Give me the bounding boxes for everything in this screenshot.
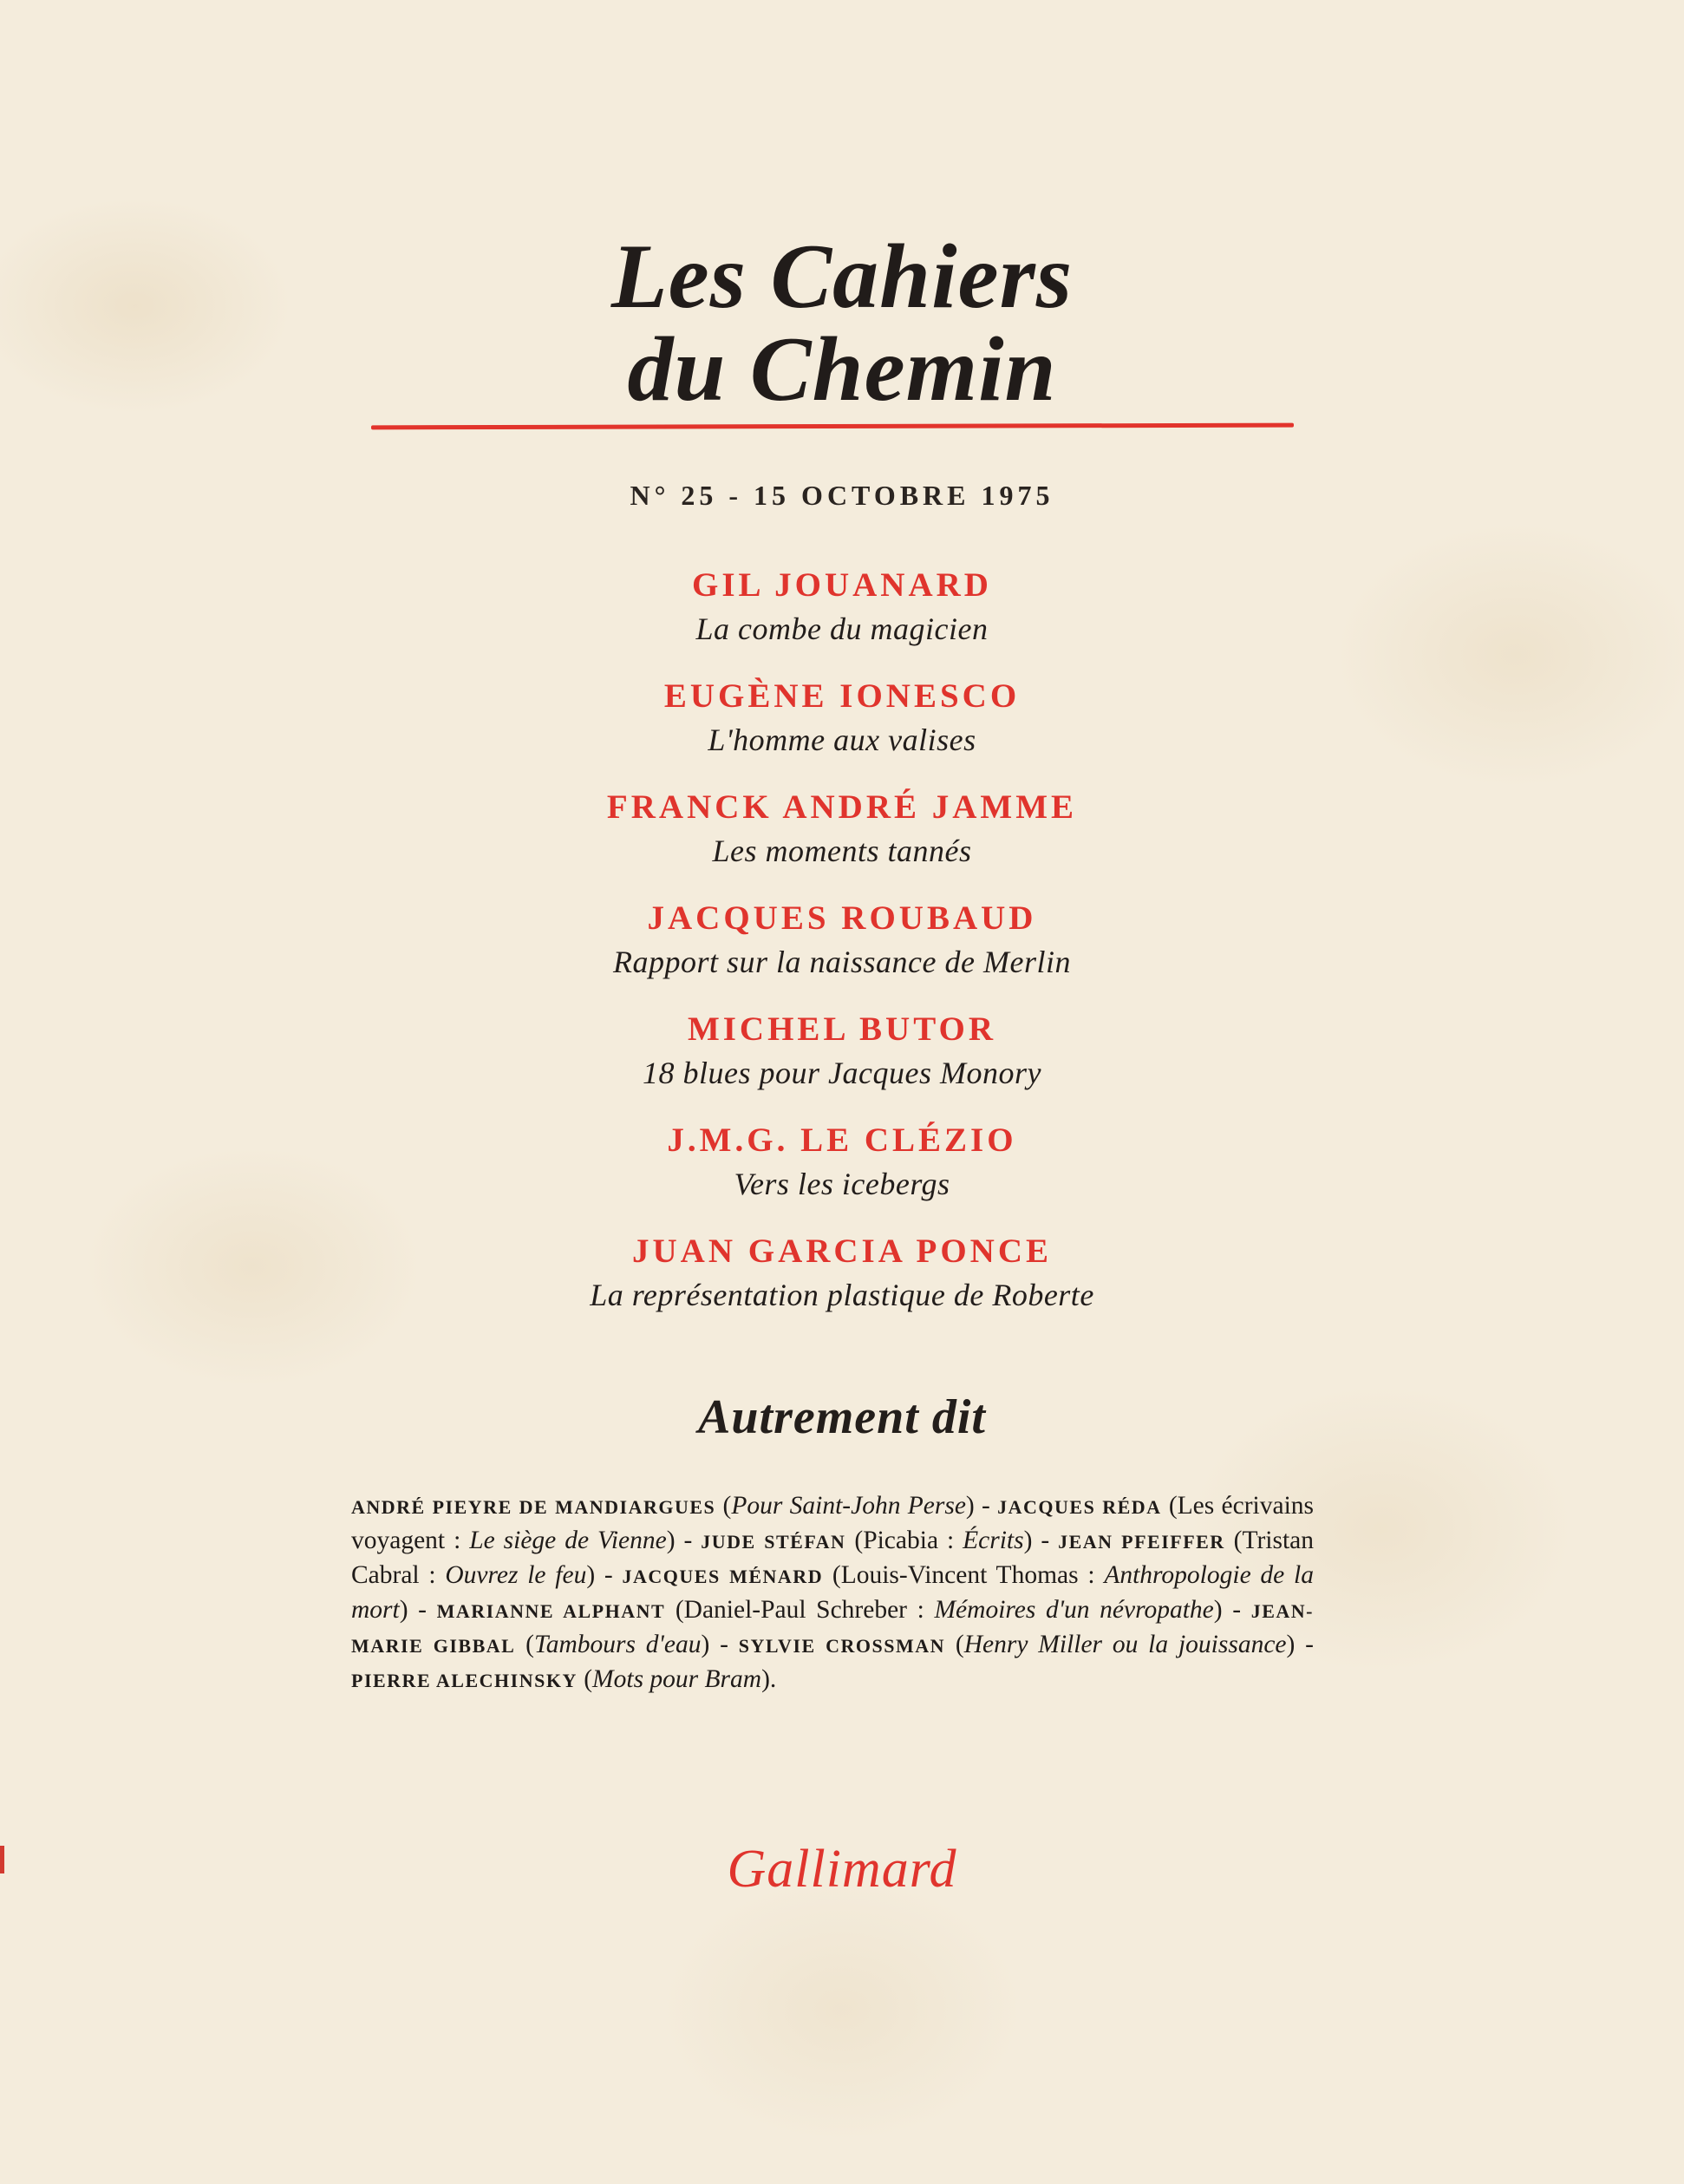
title-divider-rule — [371, 423, 1294, 430]
toc-work-title: Les moments tannés — [712, 834, 972, 868]
review-author: SYLVIE CROSSMAN — [738, 1635, 946, 1657]
review-subject: Tristan Cabral : — [351, 1527, 1314, 1589]
review-subject: Louis-Vincent Thomas : — [840, 1561, 1105, 1589]
toc-author: J.M.G. LE CLÉZIO — [667, 1121, 1017, 1159]
publisher-name: Gallimard — [727, 1840, 957, 1899]
issue-number-date: N° 25 - 15 OCTOBRE 1975 — [630, 480, 1054, 511]
toc-work-title: L'homme aux valises — [708, 723, 976, 757]
review-title: Mots pour Bram — [592, 1665, 762, 1693]
review-title: Henry Miller ou la jouissance — [963, 1631, 1287, 1658]
toc-author: FRANCK ANDRÉ JAMME — [606, 788, 1078, 826]
toc-entry — [0, 564, 1684, 651]
review-title: Mémoires d'un névropathe — [934, 1596, 1214, 1624]
toc-entry — [0, 1119, 1684, 1206]
table-of-contents — [0, 564, 1684, 1341]
journal-title-line-2: du Chemin — [627, 318, 1057, 420]
toc-entry — [0, 675, 1684, 762]
review-author: ANDRÉ PIEYRE DE MANDIARGUES — [351, 1496, 716, 1518]
toc-work-title: Vers les icebergs — [734, 1167, 950, 1201]
toc-entry — [0, 1008, 1684, 1095]
section-heading-autrement-dit: Autrement dit — [698, 1390, 986, 1444]
review-subject: Daniel-Paul Schreber : — [683, 1596, 935, 1624]
review-author: JACQUES MÉNARD — [622, 1566, 824, 1587]
review-subject: Les écrivains voyagent : — [351, 1492, 1314, 1554]
toc-entry — [0, 786, 1684, 873]
review-author: PIERRE ALECHINSKY — [351, 1670, 578, 1691]
toc-work-title: La combe du magicien — [695, 611, 989, 646]
toc-author: MICHEL BUTOR — [687, 1010, 997, 1048]
review-subject: Picabia : — [863, 1527, 963, 1554]
review-title: Pour Saint-John Perse — [731, 1492, 966, 1520]
toc-author: GIL JOUANARD — [692, 566, 992, 604]
toc-author: EUGÈNE IONESCO — [663, 677, 1021, 715]
toc-author: JUAN GARCIA PONCE — [631, 1233, 1052, 1270]
review-author: MARIANNE ALPHANT — [436, 1600, 666, 1622]
toc-author: JACQUES ROUBAUD — [647, 899, 1037, 937]
review-author: JUDE STÉFAN — [701, 1531, 846, 1553]
journal-title-line-1: Les Cahiers — [610, 226, 1074, 327]
review-title: Écrits — [963, 1527, 1024, 1554]
review-author: JEAN-MARIE GIBBAL — [351, 1600, 1314, 1657]
review-title: Le siège de Vienne — [469, 1527, 667, 1554]
page-edge-mark — [0, 1846, 4, 1873]
toc-work-title: Rapport sur la naissance de Merlin — [613, 945, 1071, 979]
review-author: JEAN PFEIFFER — [1058, 1531, 1225, 1553]
review-title: Ouvrez le feu — [445, 1561, 587, 1589]
review-author: JACQUES RÉDA — [997, 1496, 1162, 1518]
review-title: Tambours d'eau — [534, 1631, 702, 1658]
toc-entry — [0, 1230, 1684, 1317]
toc-entry — [0, 897, 1684, 984]
toc-work-title: 18 blues pour Jacques Monory — [643, 1056, 1041, 1090]
toc-work-title: La représentation plastique de Roberte — [590, 1278, 1094, 1312]
review-title: Anthropologie de la mort — [351, 1561, 1314, 1624]
reviews-summary-paragraph: ANDRÉ PIEYRE DE MANDIARGUES (Pour Saint-John Perse) - JACQUES RÉDA (Les écrivains voyagent : Le siège de Vienne) - JUDE STÉFAN (Picabia : Écrits) - JEAN PFEIFFER (Tristan Cabral : Ouvrez le feu) - JACQUES MÉNARD (Louis-Vincent Thomas : Anthropologie de la mort) - MARIANNE ALPHANT (Daniel-Paul Schreber : Mémoires d'un névropathe) - JEAN-MARIE GIBBAL (Tambours d'eau) - SYLVIE CROSSMAN (Henry Miller ou la jouissance) - PIERRE ALECHINSKY (Mots pour Bram). — [351, 1492, 1314, 1693]
